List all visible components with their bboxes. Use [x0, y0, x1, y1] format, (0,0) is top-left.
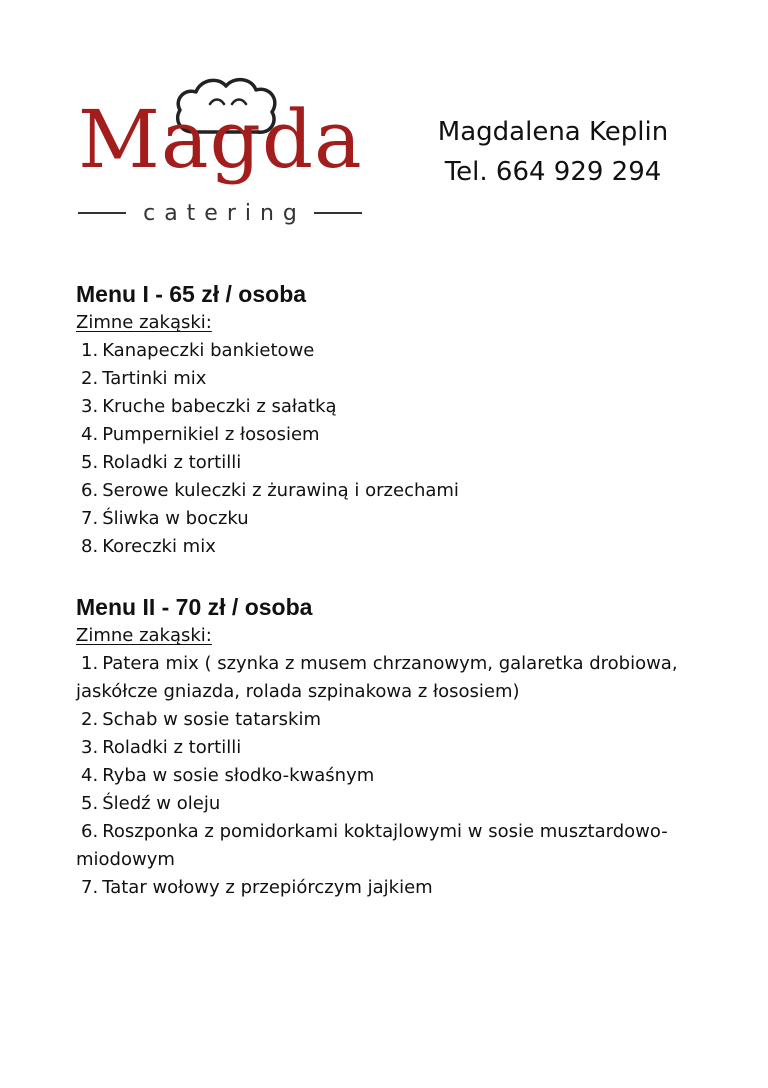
menu-title: Menu II - 70 zł / osoba [76, 594, 313, 620]
contact-phone: Tel. 664 929 294 [444, 157, 662, 187]
menu-title: Menu I - 65 zł / osoba [76, 281, 307, 307]
item-number: 2. [81, 709, 99, 730]
menu-subtitle: Zimne zakąski: [76, 312, 212, 333]
item-number: 8. [81, 536, 99, 557]
item-number: 6. [81, 480, 99, 501]
contact-name: Magdalena Keplin [437, 117, 669, 147]
list-item [76, 818, 736, 874]
list-item [76, 505, 736, 533]
item-text: Tartinki mix [102, 368, 207, 389]
item-text: Śledź w oleju [102, 793, 221, 814]
list-item [76, 762, 736, 790]
item-number: 4. [81, 765, 99, 786]
item-number: 6. [81, 821, 99, 842]
item-number: 3. [81, 396, 99, 417]
logo-wordmark: Magda [78, 93, 363, 186]
item-number: 3. [81, 737, 99, 758]
item-number: 1. [81, 340, 99, 361]
logo-rule-left [78, 212, 126, 214]
list-item [76, 650, 736, 706]
list-item [76, 706, 736, 734]
item-text: Ryba w sosie słodko-kwaśnym [102, 765, 375, 786]
list-item [76, 337, 736, 365]
list-item [76, 790, 736, 818]
logo-subtitle: catering [143, 200, 306, 226]
item-text: Kanapeczki bankietowe [102, 340, 315, 361]
item-number: 5. [81, 452, 99, 473]
item-text: Tatar wołowy z przepiórczym jajkiem [102, 877, 433, 898]
list-item [76, 533, 736, 561]
item-text: Patera mix ( szynka z musem chrzanowym, galaretka drobiowa, jaskółcze gniazda, rolada szpinakowa z łososiem) [76, 653, 678, 702]
item-number: 4. [81, 424, 99, 445]
item-number: 1. [81, 653, 99, 674]
menu-2 [76, 592, 736, 902]
item-number: 5. [81, 793, 99, 814]
item-number: 7. [81, 508, 99, 529]
list-item [76, 393, 736, 421]
list-item [76, 477, 736, 505]
item-text: Serowe kuleczki z żurawiną i orzechami [102, 480, 459, 501]
logo [74, 74, 370, 234]
list-item [76, 421, 736, 449]
list-item [76, 874, 736, 902]
item-text: Schab w sosie tatarskim [102, 709, 322, 730]
contact-block [400, 112, 706, 192]
item-number: 7. [81, 877, 99, 898]
item-text: Pumpernikiel z łososiem [102, 424, 320, 445]
menu-1 [76, 279, 736, 561]
logo-rule-right [314, 212, 362, 214]
menu-list [76, 337, 736, 561]
item-number: 2. [81, 368, 99, 389]
item-text: Roladki z tortilli [102, 737, 242, 758]
item-text: Koreczki mix [102, 536, 216, 557]
list-item [76, 365, 736, 393]
menu-list [76, 650, 736, 902]
list-item [76, 449, 736, 477]
menu-subtitle: Zimne zakąski: [76, 625, 212, 646]
item-text: Roladki z tortilli [102, 452, 242, 473]
list-item [76, 734, 736, 762]
item-text: Kruche babeczki z sałatką [102, 396, 337, 417]
item-text: Roszponka z pomidorkami koktajlowymi w sosie musztardowo-miodowym [76, 821, 668, 870]
logo-subline [78, 198, 362, 228]
item-text: Śliwka w boczku [102, 508, 249, 529]
